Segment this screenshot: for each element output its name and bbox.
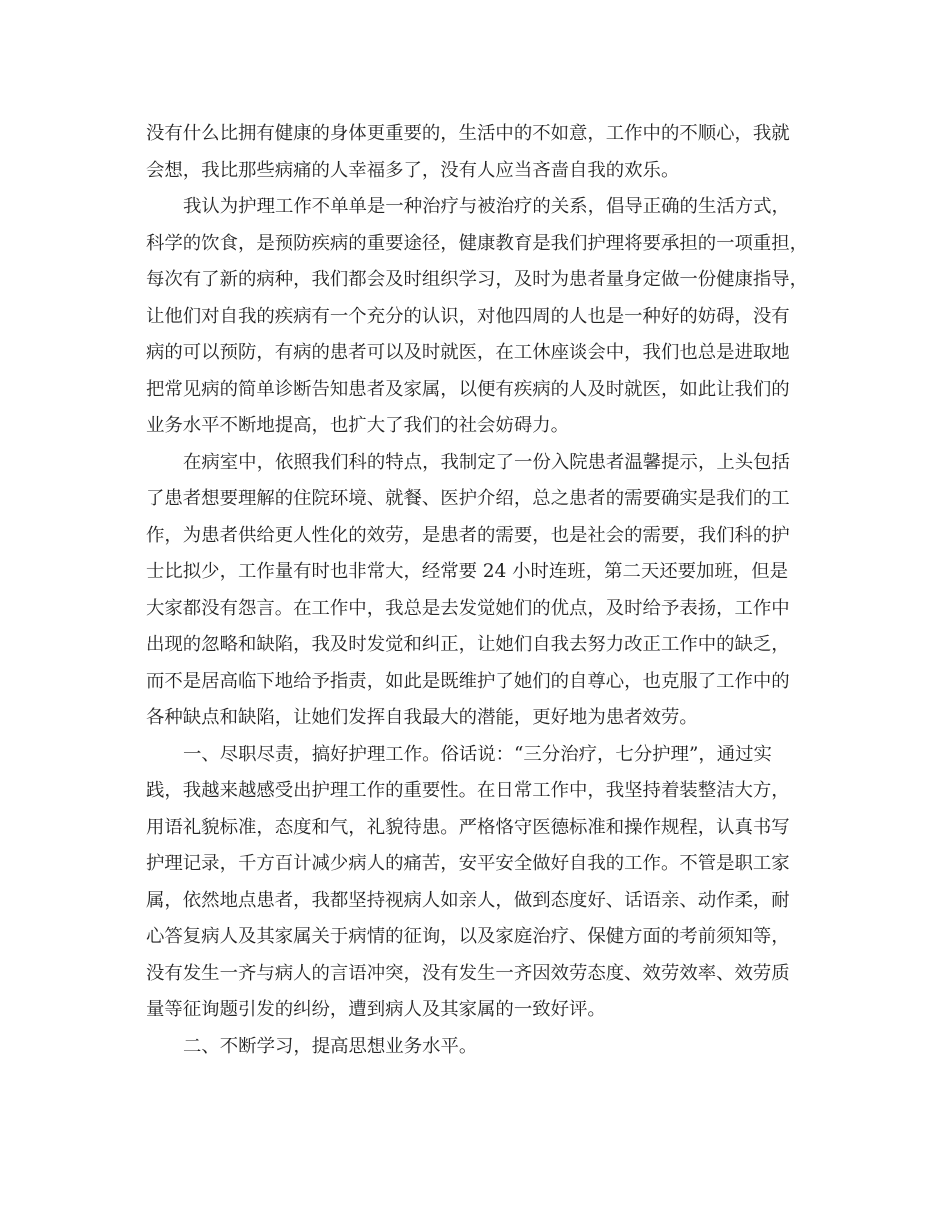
paragraph <box>146 445 811 737</box>
text-line: 护理记录，千方百计减少病人的痛苦，安平安全做好自我的工作。不管是职工家 <box>146 853 790 874</box>
text-line: 我认为护理工作不单单是一种治疗与被治疗的关系，倡导正确的生活方式， <box>183 196 790 217</box>
text-line: 量等征询题引发的纠纷，遭到病人及其家属的一致好评。 <box>146 999 606 1020</box>
text-line: 二、不断学习，提高思想业务水平。 <box>183 1035 478 1057</box>
text-line: 大家都没有怨言。在工作中，我总是去发觉她们的优点，及时给予表扬，工作中 <box>146 597 790 619</box>
text-line: 了患者想要理解的住院环境、就餐、医护介绍，总之患者的需要确实是我们的工 <box>146 488 790 509</box>
text-line: 没有发生一齐与病人的言语冲突，没有发生一齐因效劳态度、效劳效率、效劳质 <box>146 962 790 984</box>
text-line: 践，我越来越感受出护理工作的重要性。在日常工作中，我坚持着装整洁大方， <box>146 780 790 801</box>
text-line: 各种缺点和缺陷，让她们发挥自我最大的潜能，更好地为患者效劳。 <box>146 707 698 728</box>
text-line: 让他们对自我的疾病有一个充分的认识，对他四周的人也是一种好的妨碍，没有 <box>146 305 790 327</box>
text-line: 心答复病人及其家属关于病情的征询，以及家庭治疗、保健方面的考前须知等， <box>146 926 790 947</box>
text-line: 作，为患者供给更人性化的效劳，是患者的需要，也是社会的需要，我们科的护 <box>146 524 790 546</box>
text-line: 属，依然地点患者，我都坚持视病人如亲人，做到态度好、话语亲、动作柔，耐 <box>146 889 790 911</box>
paragraph <box>146 737 811 1029</box>
text-line: 用语礼貌标准，态度和气，礼貌待患。严格恪守医德标准和操作规程，认真书写 <box>146 816 790 838</box>
paragraph <box>146 189 811 445</box>
paragraph <box>146 116 811 189</box>
text-line: 一、尽职尽责，搞好护理工作。俗话说：“三分治疗，七分护理”，通过实 <box>183 743 772 765</box>
text-line: 出现的忽略和缺陷，我及时发觉和纠正，让她们自我去努力改正工作中的缺乏， <box>146 634 790 655</box>
document-body <box>146 116 811 1065</box>
text-line: 在病室中，依照我们科的特点，我制定了一份入院患者温馨提示，上头包括 <box>183 451 790 473</box>
text-line: 而不是居高临下地给予指责，如此是既维护了她们的自尊心，也克服了工作中的 <box>146 670 790 692</box>
text-line: 没有什么比拥有健康的身体更重要的，生活中的不如意，工作中的不顺心，我就 <box>146 123 790 144</box>
text-line: 科学的饮食，是预防疾病的重要途径，健康教育是我们护理将要承担的一项重担， <box>146 232 809 254</box>
text-line: 业务水平不断地提高，也扩大了我们的社会妨碍力。 <box>146 415 569 436</box>
text-line: 病的可以预防，有病的患者可以及时就医，在工休座谈会中，我们也总是进取地 <box>146 342 790 363</box>
text-line: 士比拟少，工作量有时也非常大，经常要 24 小时连班，第二天还要加班，但是 <box>146 561 788 582</box>
paragraph <box>146 1029 811 1066</box>
text-line: 会想，我比那些病痛的人幸福多了，没有人应当吝啬自我的欢乐。 <box>146 159 680 181</box>
text-line: 每次有了新的病种，我们都会及时组织学习，及时为患者量身定做一份健康指导， <box>146 269 809 290</box>
text-line: 把常见病的简单诊断告知患者及家属，以便有疾病的人及时就医，如此让我们的 <box>146 378 790 400</box>
